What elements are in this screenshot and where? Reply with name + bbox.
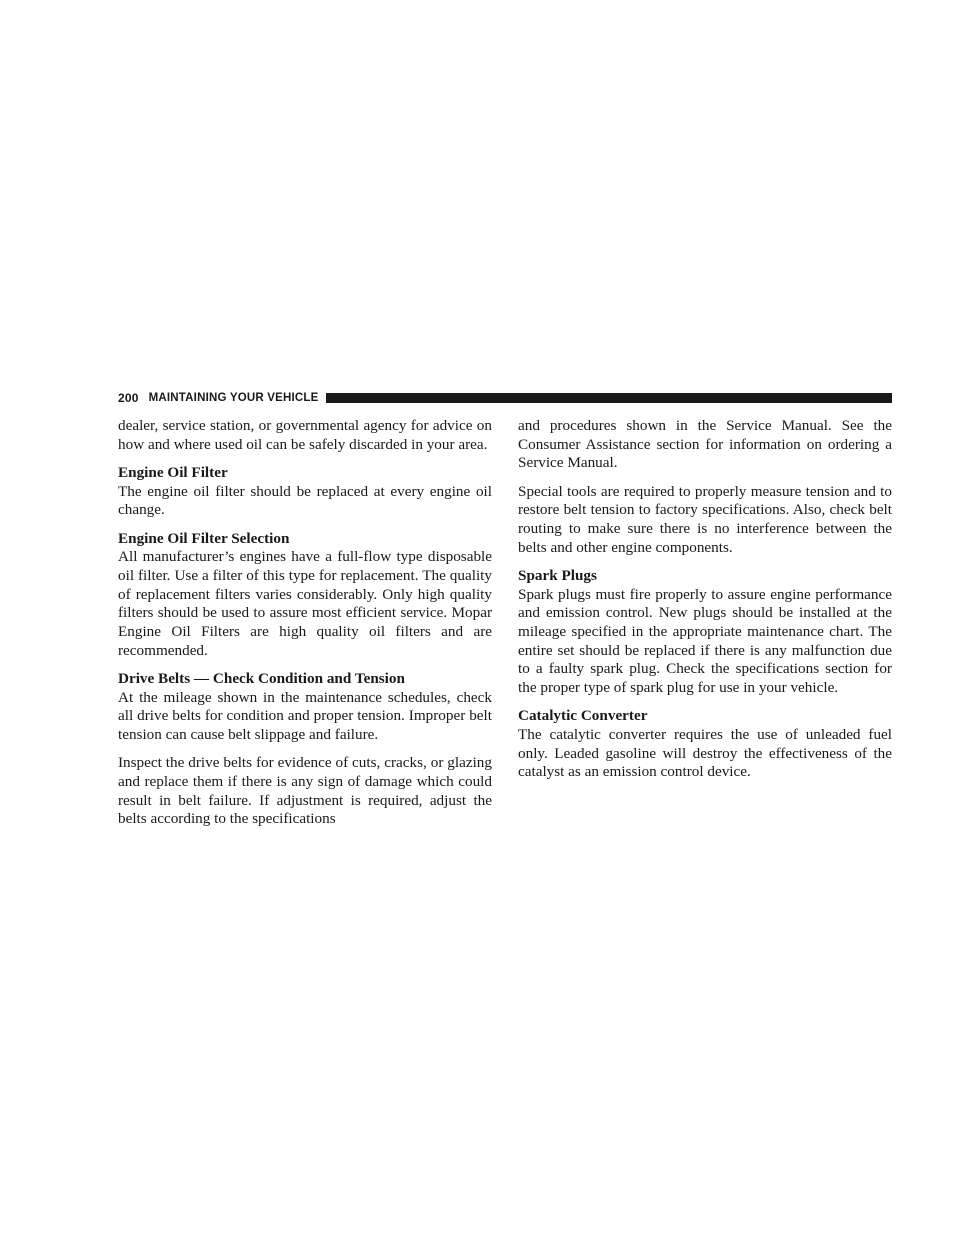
paragraph-service-manual: and procedures shown in the Service Manual. See the Consumer Assistance section for information on ordering a Service Manual. [518,417,892,472]
paragraph-spark-plugs: Spark plugs must fire properly to assure engine performance and emission control. New plugs should be installed at the mileage specified in the appropriate maintenance chart. The entire set should be replaced if there is any malfunction due to a faulty spark plug. Check the specifications section for the proper type of spark plug for use in your vehicle. [518,585,892,697]
heading-filter-selection: Engine Oil Filter Selection [118,529,290,547]
heading-spark-plugs: Spark Plugs [518,566,597,584]
right-column [518,417,892,792]
section-title: MAINTAINING YOUR VEHICLE [148,392,319,404]
heading-drive-belts: Drive Belts — Check Condition and Tension [118,669,405,687]
paragraph-oil-disposal: dealer, service station, or governmental agency for advice on how and where used oil can be safely discarded in your area. [118,417,492,453]
paragraph-drive-belts-2: Inspect the drive belts for evidence of cuts, cracks, or glazing and replace them if there is any sign of damage which could result in belt failure. If adjustment is required, adjust the belts according to the specifications [118,754,492,828]
heading-engine-oil-filter: Engine Oil Filter [118,463,228,481]
paragraph-filter-selection: All manufacturer’s engines have a full-flow type disposable oil filter. Use a filter of this type for replacement. The quality of replacement filters varies considerably. Only high quality filters should be used to assure most efficient service. Mopar Engine Oil Filters are high quality oil filters and are recommended. [118,548,492,659]
left-column [118,417,492,839]
page-number: 200 [118,391,139,405]
paragraph-special-tools: Special tools are required to properly measure tension and to restore belt tension to factory specifications. Also, check belt routing to make sure there is no interference between the belts and other engine components. [518,482,892,556]
paragraph-drive-belts-1: At the mileage shown in the maintenance schedules, check all drive belts for condition and proper tension. Improper belt tension can cause belt slippage and failure. [118,688,492,744]
paragraph-catalytic-converter: The catalytic converter requires the use of unleaded fuel only. Leaded gasoline will destroy the effectiveness of the catalyst as an emission control device. [518,726,892,781]
page-header [118,389,892,407]
header-rule [326,393,892,403]
paragraph-engine-oil-filter: The engine oil filter should be replaced at every engine oil change. [118,482,492,519]
heading-catalytic-converter: Catalytic Converter [518,707,648,725]
